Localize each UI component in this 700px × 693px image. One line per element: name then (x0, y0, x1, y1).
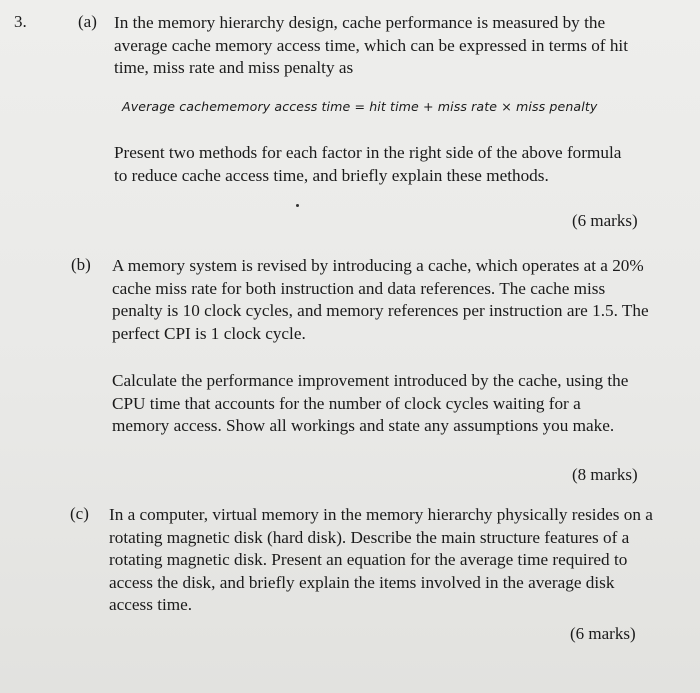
part-a-task-text: Present two methods for each factor in the right side of the above formula to reduce cache access time, and briefly explain these methods. (114, 143, 622, 185)
part-c-task-text: In a computer, virtual memory in the memory hierarchy physically resides on a rotating magnetic disk (hard disk). Describe the main structure features of a rotating magnetic disk. Present an equation for the average time required to access the disk, and briefly explain the items involved in the average disk access time. (109, 505, 653, 614)
part-a-intro-text: In the memory hierarchy design, cache performance is measured by the average cache memory access time, which can be expressed in terms of hit time, miss rate and miss penalty as (114, 13, 628, 77)
part-b-scenario-text: A memory system is revised by introducing a cache, which operates at a 20% cache miss rate for both instruction and data references. The cache miss penalty is 10 clock cycles, and memory references per instruction are 1.5. The perfect CPI is 1 clock cycle. (112, 256, 649, 343)
question-number: 3. (14, 12, 27, 31)
part-b-marks: (8 marks) (572, 465, 638, 484)
part-b-task-text: Calculate the performance improvement introduced by the cache, using the CPU time that accounts for the number of clock cycles waiting for a memory access. Show all workings and state any assumptions you make. (112, 371, 629, 435)
part-c-label: (c) (70, 504, 89, 523)
part-a-label: (a) (78, 12, 97, 31)
part-a-marks: (6 marks) (572, 211, 638, 230)
stray-dot (296, 204, 299, 207)
part-a-formula: Average cachememory access time = hit time + miss rate × miss penalty (122, 99, 598, 114)
part-b-label: (b) (71, 255, 91, 274)
part-c-marks: (6 marks) (570, 624, 636, 643)
